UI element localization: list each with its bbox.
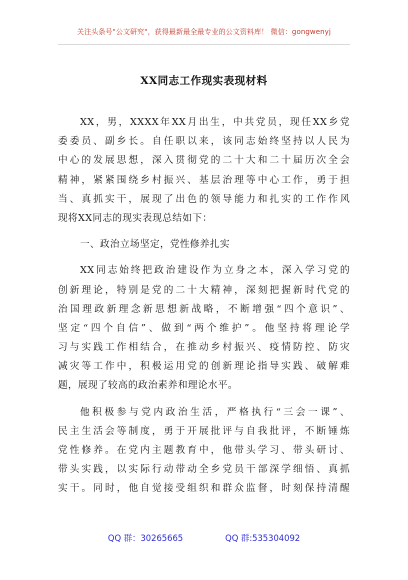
footer-contact (0, 532, 408, 544)
text-line: 减灾等工作中，积极运用党的创新理论指导实践、破解难 (58, 361, 350, 373)
text-line: 题，展现了较高的政治素养和理论水平。 (58, 380, 238, 392)
paragraph-political (58, 261, 350, 395)
text-line: 习与实践工作相结合，在推动乡村振兴、疫情防控、防灾 (58, 342, 350, 354)
document-body (58, 113, 350, 499)
footer-qq-left: QQ 群：30265665 (107, 533, 184, 543)
text-line: 他积极参与党内政治生活，严格执行“三会一课”、 (80, 406, 350, 418)
text-line: 带头实践，以实际行动带动全乡党员干部深学细悟、真抓 (58, 464, 350, 476)
header-note: 关注头条号"公文研究"，获得最新最全最专业的公文资料库！ 微信：gongwenyj (77, 28, 331, 36)
text-line: 中心的发展思想，深入贯彻党的二十大和二十届历次全会 (58, 155, 350, 167)
text-line: XX同志始终把政治建设作为立身之本，深入学习党的 (80, 265, 350, 277)
text-line: 精神，紧紧围绕乡村振兴、基层治理等中心工作，勇于担 (58, 174, 350, 186)
paragraph-party-life (58, 403, 350, 499)
text-line: 民主生活会等制度，勇于开展批评与自我批评，不断锤炼 (58, 425, 350, 437)
text-line: 当、真抓实干，展现了出色的领导能力和扎实的工作作风 (58, 193, 350, 205)
text-line: 委委员、副乡长。自任职以来，该同志始终坚持以人民为 (58, 136, 350, 148)
text-line: 治国理政新理念新思想新战略，不断增强“四个意识”、 (58, 303, 350, 315)
footer-qq-right: QQ 群:535304092 (225, 533, 301, 543)
paragraph-intro (58, 113, 350, 228)
section-heading (58, 235, 350, 254)
text-line: 党性修养。在党内主题教育中，他带头学习、带头研讨、 (58, 445, 350, 456)
text-line: 创新理论，特别是党的二十大精神，深刻把握新时代党的 (58, 284, 350, 296)
section-heading-text: 一、政治立场坚定，党性修养扎实 (80, 239, 230, 251)
text-line: XX，男，XXXX年XX月出生，中共党员，现任XX乡党 (80, 117, 350, 128)
text-line: 现将XX同志的现实表现总结如下： (58, 212, 213, 224)
text-line: 坚定“四个自信”、做到“两个维护”。他坚持将理论学 (58, 322, 350, 334)
document-title: XX同志工作现实表现材料 (140, 75, 268, 87)
header-divider (58, 44, 350, 45)
text-line: 实干。同时，他自觉接受组织和群众监督，时刻保持清醒 (58, 483, 350, 495)
